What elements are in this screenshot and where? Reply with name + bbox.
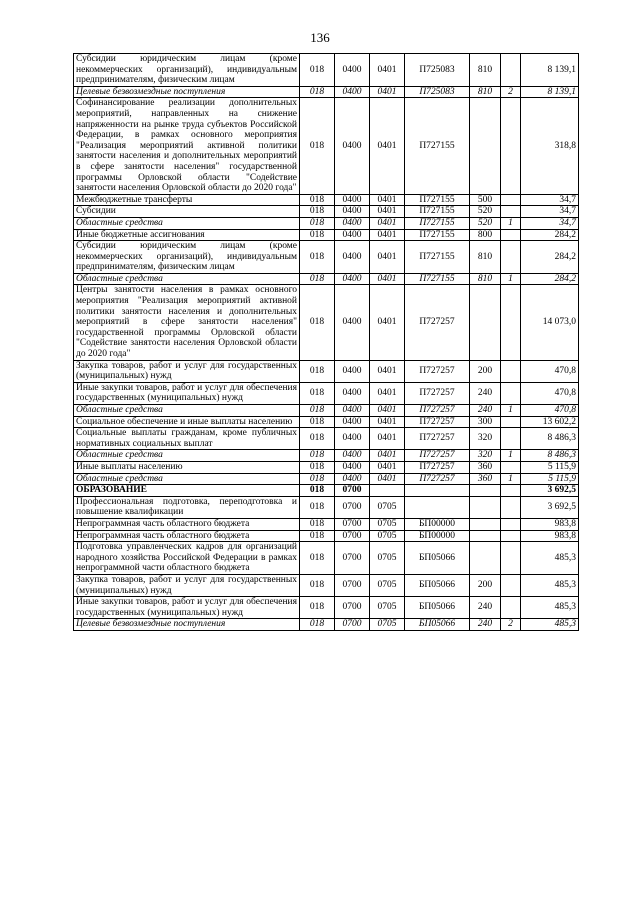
cell-name: Непрограммная часть областного бюджета	[74, 530, 300, 542]
cell-ministry-code: 018	[300, 518, 335, 530]
cell-ministry-code: 018	[300, 360, 335, 382]
cell-name: Областные средства	[74, 450, 300, 462]
cell-ministry-code: 018	[300, 619, 335, 631]
cell-target-article: П727257	[405, 382, 470, 404]
cell-name: Областные средства	[74, 273, 300, 285]
table-row	[74, 229, 579, 241]
table-row	[74, 360, 579, 382]
cell-subsection-code: 0705	[370, 619, 405, 631]
cell-source-code: 1	[501, 450, 521, 462]
cell-section-code: 0400	[335, 206, 370, 218]
cell-amount: 983,8	[521, 530, 579, 542]
cell-name: Межбюджетные трансферты	[74, 194, 300, 206]
cell-subsection-code: 0401	[370, 241, 405, 274]
table-row	[74, 597, 579, 619]
cell-target-article: П727257	[405, 360, 470, 382]
cell-target-article: П727155	[405, 273, 470, 285]
cell-amount: 284,2	[521, 241, 579, 274]
table-row	[74, 461, 579, 473]
cell-target-article: П727257	[405, 473, 470, 485]
cell-target-article: П727257	[405, 428, 470, 450]
cell-section-code: 0700	[335, 518, 370, 530]
cell-expense-type	[470, 496, 501, 518]
cell-subsection-code: 0401	[370, 473, 405, 485]
cell-name: ОБРАЗОВАНИЕ	[74, 485, 300, 497]
cell-amount: 470,8	[521, 382, 579, 404]
cell-source-code: 2	[501, 86, 521, 98]
cell-target-article: П727155	[405, 229, 470, 241]
table-row	[74, 542, 579, 575]
cell-name: Иные закупки товаров, работ и услуг для обеспечения государственных (муниципальных) нужд	[74, 382, 300, 404]
cell-amount: 983,8	[521, 518, 579, 530]
table-row	[74, 405, 579, 417]
table-row	[74, 496, 579, 518]
table-row	[74, 530, 579, 542]
table-row	[74, 217, 579, 229]
page-number: 136	[310, 30, 330, 45]
cell-expense-type: 320	[470, 450, 501, 462]
cell-subsection-code: 0401	[370, 206, 405, 218]
cell-amount: 470,8	[521, 405, 579, 417]
cell-name: Иные бюджетные ассигнования	[74, 229, 300, 241]
cell-source-code: 1	[501, 273, 521, 285]
cell-target-article: БП05066	[405, 597, 470, 619]
cell-section-code: 0400	[335, 241, 370, 274]
cell-section-code: 0400	[335, 217, 370, 229]
cell-name: Закупка товаров, работ и услуг для государственных (муниципальных) нужд	[74, 574, 300, 596]
cell-expense-type: 240	[470, 597, 501, 619]
cell-subsection-code: 0705	[370, 597, 405, 619]
cell-expense-type	[470, 518, 501, 530]
cell-section-code: 0400	[335, 229, 370, 241]
cell-subsection-code: 0401	[370, 273, 405, 285]
table-row	[74, 273, 579, 285]
cell-expense-type: 300	[470, 416, 501, 428]
cell-source-code	[501, 496, 521, 518]
cell-name: Профессиональная подготовка, переподготовка и повышение квалификации	[74, 496, 300, 518]
cell-name: Целевые безвозмездные поступления	[74, 619, 300, 631]
cell-subsection-code: 0401	[370, 194, 405, 206]
cell-amount: 485,3	[521, 574, 579, 596]
table-row	[74, 619, 579, 631]
cell-subsection-code: 0705	[370, 574, 405, 596]
cell-source-code: 2	[501, 619, 521, 631]
cell-section-code: 0400	[335, 405, 370, 417]
cell-source-code	[501, 597, 521, 619]
cell-subsection-code: 0401	[370, 416, 405, 428]
cell-source-code	[501, 382, 521, 404]
cell-expense-type: 520	[470, 206, 501, 218]
cell-expense-type	[470, 98, 501, 194]
table-row	[74, 473, 579, 485]
cell-section-code: 0400	[335, 382, 370, 404]
cell-source-code	[501, 416, 521, 428]
cell-ministry-code: 018	[300, 229, 335, 241]
cell-ministry-code: 018	[300, 473, 335, 485]
cell-ministry-code: 018	[300, 86, 335, 98]
cell-subsection-code: 0401	[370, 450, 405, 462]
cell-ministry-code: 018	[300, 405, 335, 417]
cell-expense-type	[470, 285, 501, 360]
cell-name: Субсидии юридическим лицам (кроме некоммерческих организаций), индивидуальным предпринимателям, физическим лицам	[74, 241, 300, 274]
cell-ministry-code: 018	[300, 461, 335, 473]
cell-source-code: 1	[501, 405, 521, 417]
cell-amount: 318,8	[521, 98, 579, 194]
cell-subsection-code: 0705	[370, 542, 405, 575]
cell-name: Софинансирование реализации дополнительных мероприятий, направленных на снижение напряженности на рынке труда субъектов Российской Федерации, в рамках основного мероприятия "Реализация мероприятий активной политики занятости населения и дополнительных мероприятий в сфере занятости населения" государственной программы Орловской области "Содействие занятости населения Орловской области до 2020 года"	[74, 98, 300, 194]
cell-subsection-code: 0401	[370, 285, 405, 360]
cell-target-article: П727257	[405, 416, 470, 428]
cell-source-code	[501, 98, 521, 194]
cell-source-code	[501, 485, 521, 497]
cell-subsection-code: 0401	[370, 54, 405, 87]
cell-source-code	[501, 428, 521, 450]
cell-name: Непрограммная часть областного бюджета	[74, 518, 300, 530]
cell-target-article: П727155	[405, 98, 470, 194]
cell-source-code	[501, 285, 521, 360]
cell-source-code	[501, 530, 521, 542]
cell-source-code	[501, 461, 521, 473]
cell-subsection-code: 0401	[370, 229, 405, 241]
table-row	[74, 450, 579, 462]
cell-amount: 13 602,2	[521, 416, 579, 428]
cell-subsection-code: 0401	[370, 86, 405, 98]
cell-ministry-code: 018	[300, 428, 335, 450]
cell-amount: 34,7	[521, 194, 579, 206]
cell-expense-type	[470, 542, 501, 575]
cell-subsection-code: 0705	[370, 530, 405, 542]
cell-amount: 34,7	[521, 206, 579, 218]
cell-name: Целевые безвозмездные поступления	[74, 86, 300, 98]
table-row	[74, 518, 579, 530]
cell-ministry-code: 018	[300, 597, 335, 619]
cell-ministry-code: 018	[300, 450, 335, 462]
cell-section-code: 0400	[335, 450, 370, 462]
table-row	[74, 382, 579, 404]
cell-amount: 8 139,1	[521, 54, 579, 87]
cell-expense-type: 800	[470, 229, 501, 241]
cell-ministry-code: 018	[300, 194, 335, 206]
cell-expense-type: 240	[470, 619, 501, 631]
cell-amount: 34,7	[521, 217, 579, 229]
table-row	[74, 416, 579, 428]
cell-target-article: БП00000	[405, 518, 470, 530]
cell-subsection-code: 0401	[370, 98, 405, 194]
cell-target-article: П727257	[405, 461, 470, 473]
cell-expense-type: 360	[470, 461, 501, 473]
cell-ministry-code: 018	[300, 217, 335, 229]
cell-amount: 485,3	[521, 597, 579, 619]
cell-source-code	[501, 54, 521, 87]
cell-ministry-code: 018	[300, 574, 335, 596]
cell-target-article	[405, 496, 470, 518]
cell-subsection-code	[370, 485, 405, 497]
cell-ministry-code: 018	[300, 206, 335, 218]
cell-name: Социальное обеспечение и иные выплаты населению	[74, 416, 300, 428]
cell-name: Центры занятости населения в рамках основного мероприятия "Реализация мероприятий активной политики занятости населения и дополнительных мероприятий в сфере занятости населения" государственной программы Орловской области "Содействие занятости населения Орловской области до 2020 года"	[74, 285, 300, 360]
cell-expense-type: 500	[470, 194, 501, 206]
budget-table	[73, 53, 579, 631]
cell-name: Подготовка управленческих кадров для организаций народного хозяйства Российской Федерации в рамках непрограммной части областного бюджета	[74, 542, 300, 575]
cell-source-code: 1	[501, 217, 521, 229]
cell-name: Областные средства	[74, 217, 300, 229]
cell-ministry-code: 018	[300, 542, 335, 575]
cell-subsection-code: 0401	[370, 360, 405, 382]
cell-expense-type: 320	[470, 428, 501, 450]
cell-amount: 284,2	[521, 229, 579, 241]
cell-section-code: 0400	[335, 98, 370, 194]
cell-subsection-code: 0401	[370, 461, 405, 473]
cell-ministry-code: 018	[300, 54, 335, 87]
cell-expense-type: 360	[470, 473, 501, 485]
cell-target-article: П727257	[405, 405, 470, 417]
cell-target-article: П727155	[405, 194, 470, 206]
cell-amount: 284,2	[521, 273, 579, 285]
cell-ministry-code: 018	[300, 273, 335, 285]
cell-ministry-code: 018	[300, 285, 335, 360]
cell-ministry-code: 018	[300, 241, 335, 274]
cell-section-code: 0700	[335, 485, 370, 497]
cell-amount: 3 692,5	[521, 496, 579, 518]
cell-ministry-code: 018	[300, 382, 335, 404]
table-row	[74, 54, 579, 87]
cell-name: Иные закупки товаров, работ и услуг для обеспечения государственных (муниципальных) нужд	[74, 597, 300, 619]
cell-expense-type	[470, 485, 501, 497]
table-row	[74, 285, 579, 360]
cell-amount: 470,8	[521, 360, 579, 382]
cell-section-code: 0400	[335, 416, 370, 428]
cell-source-code: 1	[501, 473, 521, 485]
cell-amount: 8 486,3	[521, 450, 579, 462]
cell-amount: 3 692,5	[521, 485, 579, 497]
cell-section-code: 0400	[335, 285, 370, 360]
cell-expense-type: 200	[470, 574, 501, 596]
cell-amount: 5 115,9	[521, 461, 579, 473]
cell-section-code: 0400	[335, 360, 370, 382]
cell-section-code: 0400	[335, 428, 370, 450]
cell-target-article: П727257	[405, 450, 470, 462]
cell-section-code: 0700	[335, 597, 370, 619]
cell-subsection-code: 0401	[370, 217, 405, 229]
cell-source-code	[501, 574, 521, 596]
cell-name: Субсидии	[74, 206, 300, 218]
cell-source-code	[501, 241, 521, 274]
cell-expense-type	[470, 530, 501, 542]
cell-target-article: П725083	[405, 54, 470, 87]
cell-amount: 5 115,9	[521, 473, 579, 485]
cell-subsection-code: 0401	[370, 405, 405, 417]
table-row	[74, 241, 579, 274]
cell-section-code: 0400	[335, 461, 370, 473]
cell-target-article: П727155	[405, 206, 470, 218]
cell-source-code	[501, 229, 521, 241]
cell-target-article: П725083	[405, 86, 470, 98]
cell-source-code	[501, 360, 521, 382]
cell-section-code: 0400	[335, 473, 370, 485]
cell-amount: 485,3	[521, 619, 579, 631]
cell-expense-type: 240	[470, 405, 501, 417]
cell-amount: 485,3	[521, 542, 579, 575]
cell-name: Субсидии юридическим лицам (кроме некоммерческих организаций), индивидуальным предпринимателям, физическим лицам	[74, 54, 300, 87]
table-row	[74, 86, 579, 98]
cell-expense-type: 810	[470, 86, 501, 98]
table-row	[74, 485, 579, 497]
cell-expense-type: 810	[470, 241, 501, 274]
cell-ministry-code: 018	[300, 485, 335, 497]
cell-target-article: БП00000	[405, 530, 470, 542]
cell-expense-type: 200	[470, 360, 501, 382]
cell-source-code	[501, 194, 521, 206]
cell-subsection-code: 0401	[370, 428, 405, 450]
cell-section-code: 0400	[335, 86, 370, 98]
cell-expense-type: 810	[470, 273, 501, 285]
cell-subsection-code: 0705	[370, 496, 405, 518]
cell-expense-type: 520	[470, 217, 501, 229]
cell-name: Областные средства	[74, 473, 300, 485]
cell-ministry-code: 018	[300, 530, 335, 542]
table-row	[74, 574, 579, 596]
cell-amount: 8 486,3	[521, 428, 579, 450]
cell-section-code: 0400	[335, 273, 370, 285]
table-row	[74, 194, 579, 206]
cell-amount: 8 139,1	[521, 86, 579, 98]
cell-target-article: П727257	[405, 285, 470, 360]
cell-target-article: П727155	[405, 241, 470, 274]
table-row	[74, 98, 579, 194]
cell-target-article: П727155	[405, 217, 470, 229]
cell-section-code: 0700	[335, 496, 370, 518]
table-row	[74, 206, 579, 218]
cell-section-code: 0700	[335, 574, 370, 596]
cell-source-code	[501, 206, 521, 218]
cell-subsection-code: 0401	[370, 382, 405, 404]
cell-name: Социальные выплаты гражданам, кроме публичных нормативных социальных выплат	[74, 428, 300, 450]
cell-section-code: 0700	[335, 619, 370, 631]
cell-target-article: БП05066	[405, 542, 470, 575]
cell-name: Иные выплаты населению	[74, 461, 300, 473]
cell-section-code: 0700	[335, 530, 370, 542]
cell-name: Областные средства	[74, 405, 300, 417]
cell-section-code: 0700	[335, 542, 370, 575]
cell-expense-type: 240	[470, 382, 501, 404]
cell-ministry-code: 018	[300, 98, 335, 194]
cell-expense-type: 810	[470, 54, 501, 87]
cell-amount: 14 073,0	[521, 285, 579, 360]
cell-subsection-code: 0705	[370, 518, 405, 530]
cell-target-article	[405, 485, 470, 497]
cell-name: Закупка товаров, работ и услуг для государственных (муниципальных) нужд	[74, 360, 300, 382]
cell-source-code	[501, 518, 521, 530]
cell-target-article: БП05066	[405, 619, 470, 631]
cell-section-code: 0400	[335, 54, 370, 87]
cell-ministry-code: 018	[300, 496, 335, 518]
table-row	[74, 428, 579, 450]
cell-source-code	[501, 542, 521, 575]
cell-target-article: БП05066	[405, 574, 470, 596]
cell-ministry-code: 018	[300, 416, 335, 428]
cell-section-code: 0400	[335, 194, 370, 206]
